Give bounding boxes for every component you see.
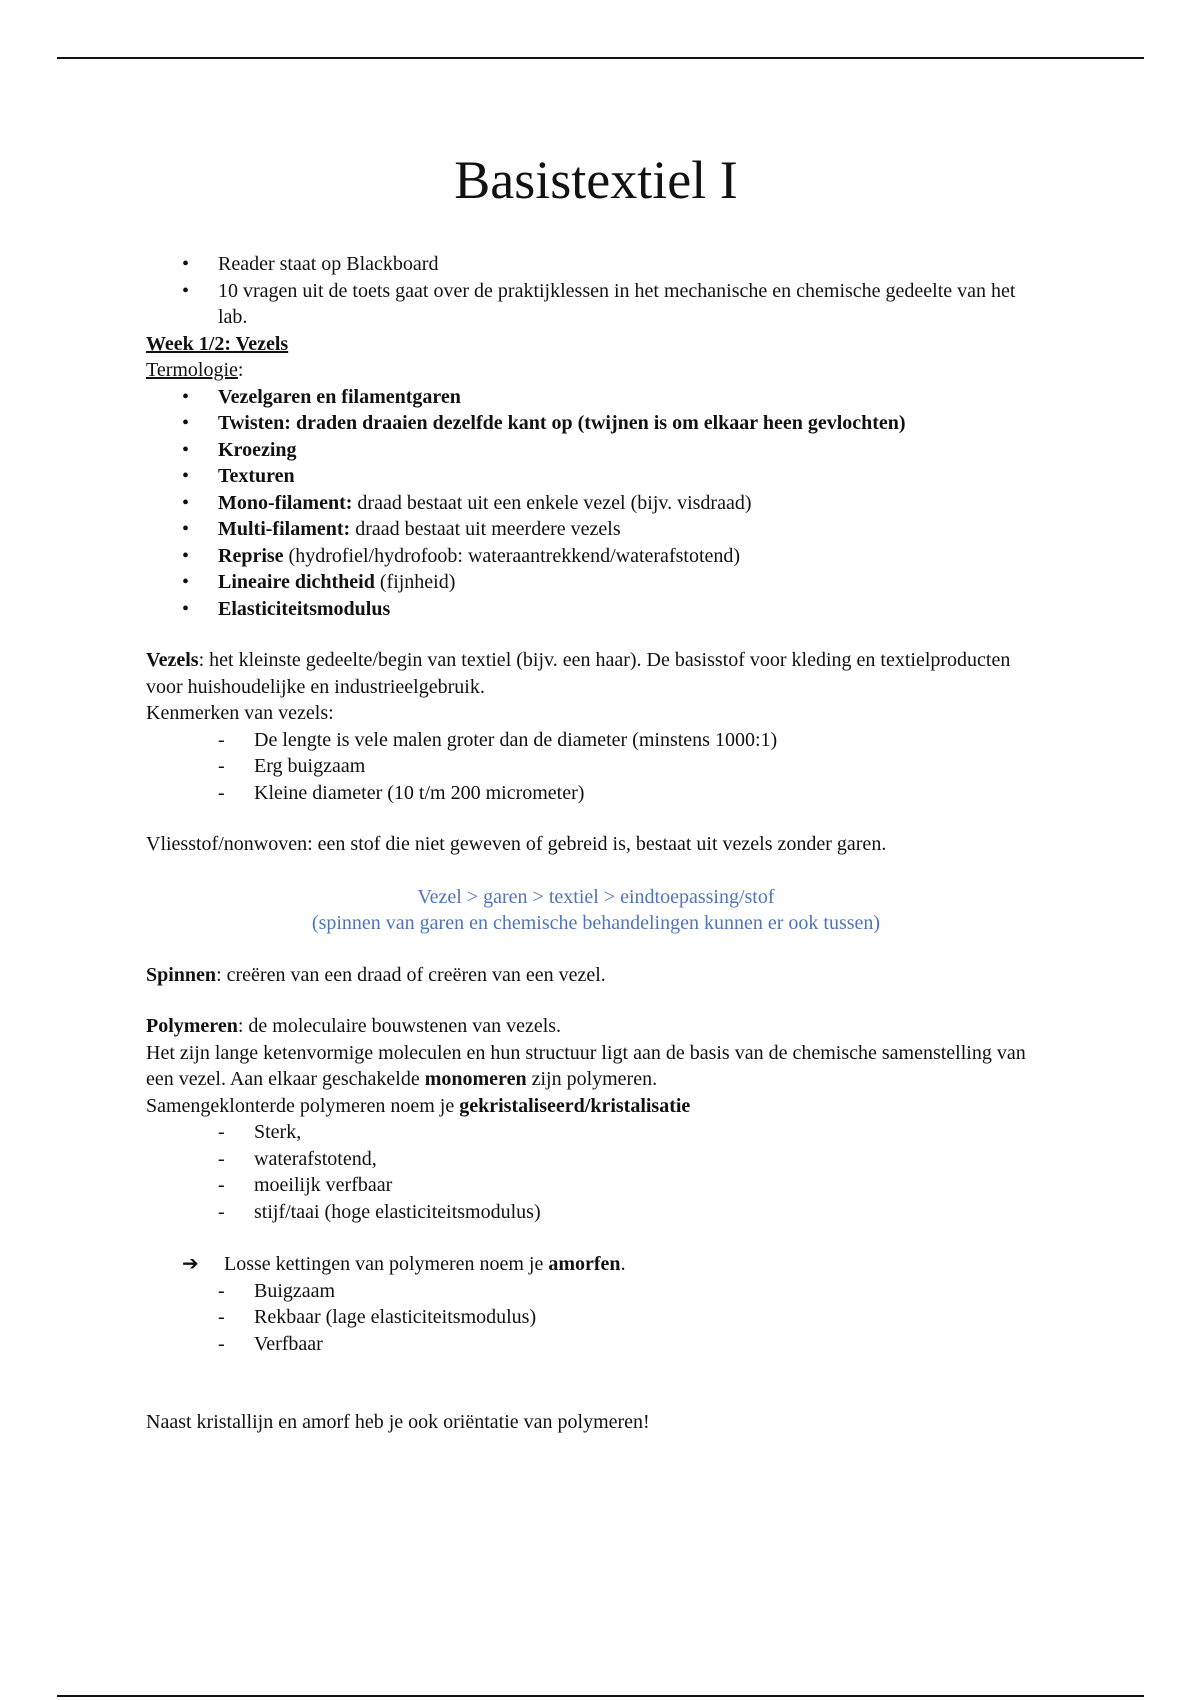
vliesstof-paragraph: Vliesstof/nonwoven: een stof die niet geweven of gebreid is, bestaat uit vezels zonder garen. — [146, 833, 887, 855]
vezels-paragraph: Vezels: het kleinste gedeelte/begin van textiel (bijv. een haar). De basisstof voor kleding en textielproducten voor huishoudelijke en industrieelgebruik. — [146, 649, 1011, 698]
term-item: • Vezelgaren en filamentgaren — [146, 384, 1046, 411]
intro-item: • 10 vragen uit de toets gaat over de praktijklessen in het mechanische en chemische gedeelte van het lab. — [146, 278, 1046, 331]
kenmerk-item: - De lengte is vele malen groter dan de diameter (minstens 1000:1) — [146, 727, 1046, 754]
closing-sentence: Naast kristallijn en amorf heb je ook oriëntatie van polymeren! — [146, 1411, 650, 1433]
amorf-line: ➔ Losse kettingen van polymeren noem je amorfen. — [146, 1251, 1046, 1278]
term-item: • Kroezing — [146, 437, 1046, 464]
intro-list — [146, 251, 1046, 331]
property-item: - Rekbaar (lage elasticiteitsmodulus) — [146, 1304, 1046, 1331]
property-item: - Sterk, — [146, 1119, 1046, 1146]
kenmerk-item: - Erg buigzaam — [146, 753, 1046, 780]
week-heading: Week 1/2: Vezels — [146, 332, 289, 355]
property-item: - Buigzaam — [146, 1278, 1046, 1305]
property-item: - Verfbaar — [146, 1331, 1046, 1358]
page-title: Basistextiel I — [454, 150, 738, 210]
termologie-label: Termologie: — [146, 359, 244, 381]
flow-note: (spinnen van garen en chemische behandelingen kunnen er ook tussen) — [311, 912, 881, 934]
arrow-icon: ➔ — [182, 1253, 199, 1275]
term-item: • Texturen — [146, 463, 1046, 490]
amorf-properties-list — [146, 1278, 1046, 1358]
process-flow — [146, 884, 1046, 937]
polymeren-paragraph: Polymeren: de moleculaire bouwstenen van vezels. — [146, 1015, 562, 1037]
terms-list — [146, 384, 1046, 623]
term-item: • Reprise (hydrofiel/hydrofoob: wateraantrekkend/waterafstotend) — [146, 543, 1046, 570]
flow-line: Vezel > garen > textiel > eindtoepassing/stof — [417, 885, 775, 908]
term-item: • Twisten: draden draaien dezelfde kant op (twijnen is om elkaar heen gevlochten) — [146, 410, 1046, 437]
kenmerken-label: Kenmerken van vezels: — [146, 702, 334, 724]
kristalisatie-line: Samengeklonterde polymeren noem je gekristaliseerd/kristalisatie — [146, 1094, 691, 1117]
term-item: • Multi-filament: draad bestaat uit meerdere vezels — [146, 516, 1046, 543]
spinnen-paragraph: Spinnen: creëren van een draad of creëren van een vezel. — [146, 963, 606, 986]
property-item: - stijf/taai (hoge elasticiteitsmodulus) — [146, 1199, 1046, 1226]
kenmerken-list — [146, 727, 1046, 807]
term-item: • Elasticiteitsmodulus — [146, 596, 1046, 623]
polymeren-description: Het zijn lange ketenvormige moleculen en hun structuur ligt aan de basis van de chemische samenstelling van een vezel. Aan elkaar geschakelde monomeren zijn polymeren. — [146, 1041, 1026, 1090]
document-body — [146, 145, 1046, 1436]
property-item: - moeilijk verfbaar — [146, 1172, 1046, 1199]
kristal-properties-list — [146, 1119, 1046, 1225]
term-item: • Lineaire dichtheid (fijnheid) — [146, 569, 1046, 596]
property-item: - waterafstotend, — [146, 1146, 1046, 1173]
kenmerk-item: - Kleine diameter (10 t/m 200 micrometer) — [146, 780, 1046, 807]
footer-rule — [57, 1695, 1144, 1697]
header-rule — [57, 57, 1144, 59]
intro-item: • Reader staat op Blackboard — [146, 251, 1046, 278]
term-item: • Mono-filament: draad bestaat uit een enkele vezel (bijv. visdraad) — [146, 490, 1046, 517]
